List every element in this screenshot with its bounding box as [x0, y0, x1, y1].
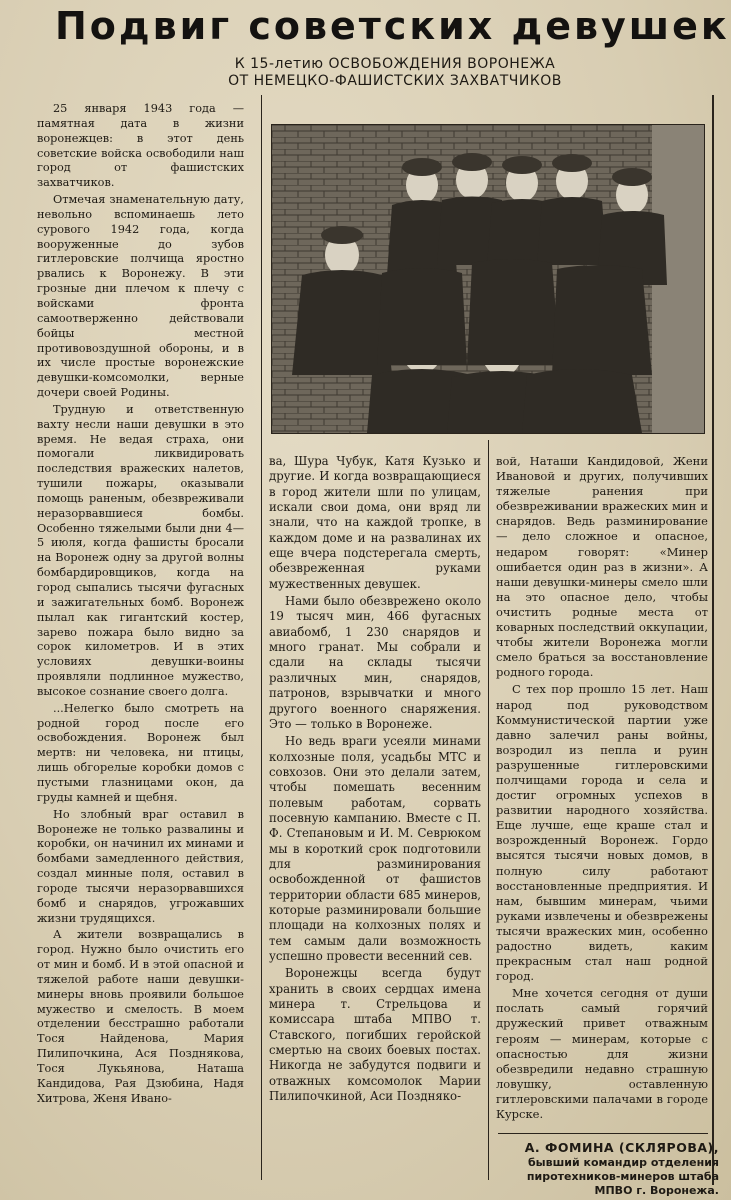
author-role-line: МПВО г. Воронежа. [594, 1184, 719, 1197]
article-column-2 [269, 454, 481, 1106]
group-photo-image [272, 125, 704, 433]
paragraph: Но злобный враг оставил в Воронеже не только развалины и коробки, он начинил их минами и бомбами замедленного действия, создал минные поля, оставил в городе тысячи неразорвавшихся бомб и снарядов, угрожавших жизни трудящихся. [37, 807, 244, 925]
paragraph: Отмечая знаменательную дату, невольно вспоминаешь лето сурового 1942 года, когда вооруженные до зубов гитлеровские полчища яростно рвались к Воронежу. В эти грозные дни плечом к плечу с войсками фронта самоотверженно действовали бойцы местной противовоздушной обороны, и в их числе простые воронежские девушки-комсомолки, верные дочери своей Родины. [37, 193, 244, 400]
paragraph: Воронежцы всегда будут хранить в своих сердцах имена минера т. Стрельцова и комиссара штаба МПВО т. Ставского, погибших геройской смертью на своих боевых постах. Никогда не забудутся подвиги и отважных комсомолок Марии Пилипочкиной, Аси Поздняко- [269, 966, 481, 1104]
article-headline: Подвиг советских девушек [55, 4, 730, 48]
article-subtitle [170, 56, 620, 90]
paragraph: вой, Наташи Кандидовой, Жени Ивановой и других, получивших тяжелые ранения при обезвреживании вражеских мин и снарядов. Ведь разминирование — дело сложное и опасное, недаром говорят: «Минер ошибается один раз в жизни». А наши девушки-минеры смело шли на это опасное дело, чтобы очистить родные места от коварных последствий оккупации, чтобы жители Воронежа могли смело браться за восстановление родного города. [496, 454, 708, 680]
paragraph: Мне хочется сегодня от души послать самый горячий дружеский привет отважным героям — минерам, которые с опасностью для жизни обезвредили недавно страшную ловушку, оставленную гитлеровскими палачами в городе Курске. [496, 986, 708, 1122]
paragraph: С тех пор прошло 15 лет. Наш народ под руководством Коммунистической партии уже давно залечил раны войны, возродил из пепла и руин разрушенные гитлеровскими полчищами города и села и достиг огромных успехов в развитии народного хозяйства. Еще лучше, еще краше стал и возрожденный Воронеж. Гордо высятся тысячи новых домов, в полную силу работают восстановленные предприятия. И нам, бывшим минерам, чьими руками извлечены и обезврежены тысячи вражеских мин, особенно радостно видеть, каким прекрасным стал наш родной город. [496, 682, 708, 984]
column-rule-edge [712, 95, 714, 1185]
author-role-line: пиротехников-минеров штаба [526, 1170, 719, 1183]
column-rule-left [261, 95, 262, 1180]
author-role [497, 1156, 719, 1198]
subtitle-line-1: К 15-летию ОСВОБОЖДЕНИЯ ВОРОНЕЖА [234, 56, 556, 72]
paragraph: Трудную и ответственную вахту несли наши девушки в это время. Не ведая страха, они помогали ликвидировать последствия вражеских налетов, тушили пожары, оказывали помощь раненым, обезвреживали неразорвавшиеся бомбы. Особенно тяжелыми были дни 4—5 июля, когда фашисты бросали на Воронеж одну за другой волны бомбардировщиков, когда на город сыпались тысячи фугасных и зажигательных бомб. Воронеж пылал как гигантский костер, зарево пожара было видно за сорок километров. И в этих условиях девушки-воины проявляли подлинное мужество, высокое сознание своего долга. [37, 402, 244, 698]
author-name: А. ФОМИНА (СКЛЯРОВА), [524, 1140, 719, 1155]
column-rule-right [488, 440, 489, 1180]
paragraph: ва, Шура Чубук, Катя Кузько и другие. И когда возвращающиеся в город жители шли по улицам, искали свои дома, они вряд ли знали, что на каждой тропке, в каждом доме и на развалинах их еще вчера подстерегала смерть, обезвреженная руками мужественных девушек. [269, 454, 481, 591]
group-photo [271, 124, 705, 434]
paragraph: 25 января 1943 года — памятная дата в жизни воронежцев: в этот день советские войска освободили наш город от фашистских захватчиков. [37, 102, 244, 190]
article-column-1 [37, 102, 244, 1109]
paragraph: ...Нелегко было смотреть на родной город после его освобождения. Воронеж был мертв: ни человека, ни птицы, лишь обгорелые коробки домов с пустыми глазницами окон, да груды камней и щебня. [37, 701, 244, 804]
subtitle-line-2: ОТ НЕМЕЦКО-ФАШИСТСКИХ ЗАХВАТЧИКОВ [228, 73, 562, 89]
paragraph: А жители возвращались в город. Нужно было очистить его от мин и бомб. И в этой опасной и тяжелой работе наши девушки-минеры вновь проявили большое мужество и смелость. В моем отделении бесстрашно работали Тося Найденова, Мария Пилипочкина, Ася Позднякова, Тося Лукьянова, Наташа Кандидова, Рая Дзюбина, Надя Хитрова, Женя Ивано- [37, 928, 244, 1105]
author-role-line: бывший командир отделения [527, 1156, 719, 1169]
signature-rule [498, 1133, 708, 1134]
article-column-3 [496, 454, 708, 1124]
paragraph: Но ведь враги усеяли минами колхозные поля, усадьбы МТС и совхозов. Они это делали затем, чтобы помешать весенним полевым работам, сорвать посевную кампанию. Вместе с П. Ф. Степановым и И. М. Севрюком мы в короткий срок подготовили для разминирования освобожденной от фашистов территории области 685 минеров, которые разминировали большие площади на колхозных полях и тем самым дали возможность успешно провести весенний сев. [269, 734, 481, 963]
paragraph: Нами было обезврежено около 19 тысяч мин, 466 фугасных авиабомб, 1 230 снарядов и много гранат. Мы собрали и сдали на склады тысячи различных мин, снарядов, патронов, взрывчатки и много другого военного снаряжения. Это — только в Воронеже. [269, 594, 481, 731]
